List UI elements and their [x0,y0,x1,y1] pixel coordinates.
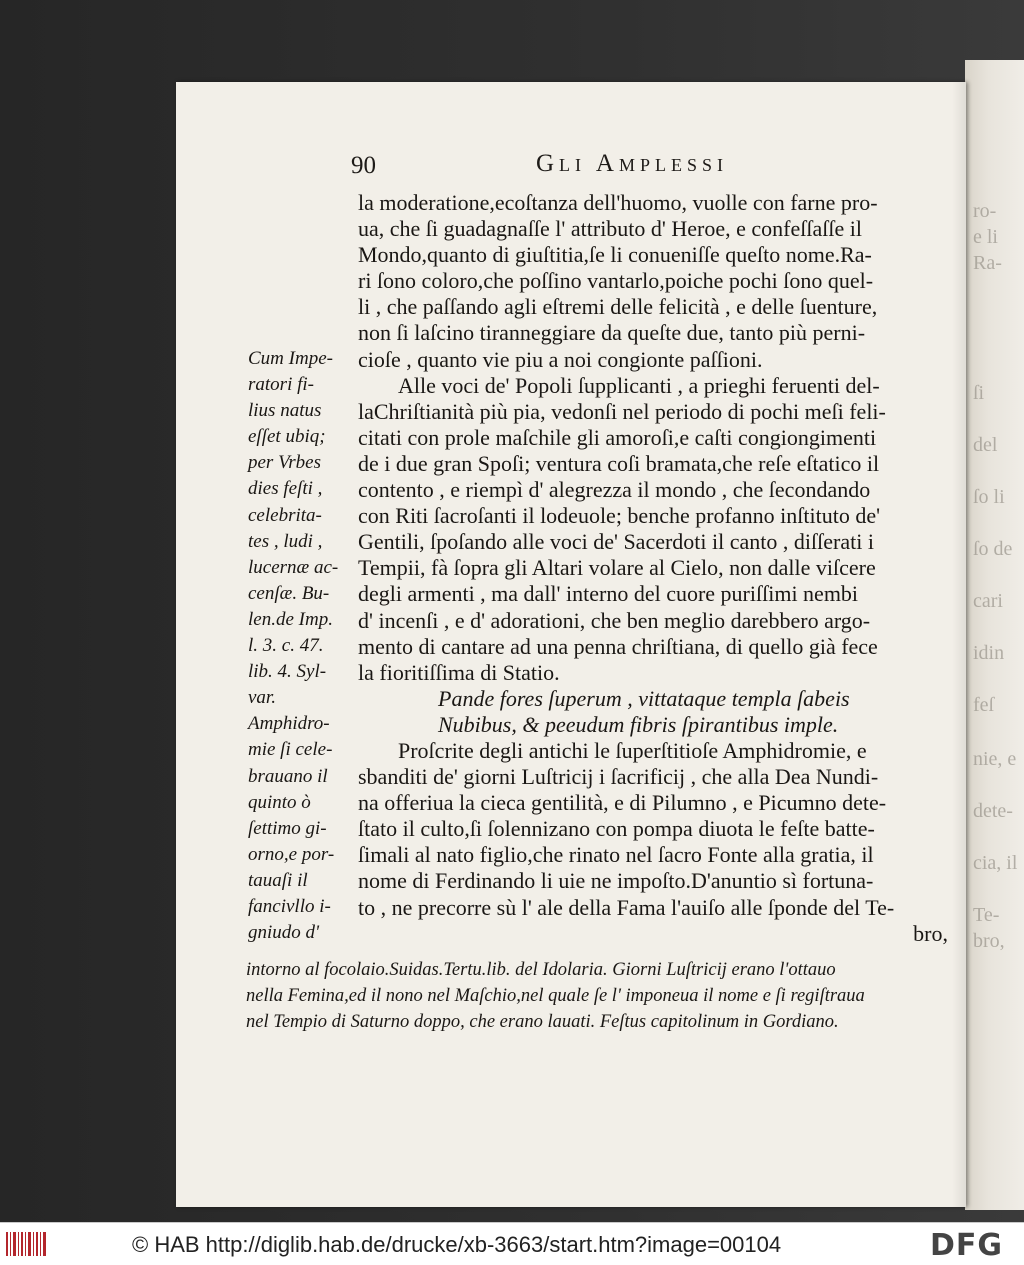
footer-bar [0,1222,1024,1265]
marginal-line: mie ſi cele- [248,739,333,761]
verse-line: Pande fores ſuperum , vittataque templa ſabeis [438,685,850,711]
marginal-notes [248,346,352,946]
dfg-logo: DFG [930,1228,1004,1263]
marginal-line: fancivllo i- [248,895,331,917]
body-line: ſtato il culto,ſi ſolennizano con pompa diuota le feſte batte- [358,816,875,842]
marginal-line: l. 3. c. 47. [248,635,324,657]
barcode-icon [6,1230,48,1258]
marginal-line: Cum Impe- [248,348,333,369]
verse-line: Nubibus, & peeudum fibris ſpirantibus imple. [438,711,839,737]
body-line: li , che paſſando agli eſtremi delle felicità , e delle ſuenture, [358,294,878,320]
page-number: 90 [351,152,376,179]
marginal-line: tes , ludi , [248,530,323,552]
marginal-line: quinto ò [248,791,311,813]
marginal-line: celebrita- [248,504,322,526]
adjacent-page-edge: ro- e li Ra- ſi del ſo li ſo de cari idin feſ nie, e dete- cia, il Te- bro, [965,60,1024,1210]
body-line: Mondo,quanto di giuſtitia,ſe li conueniſſe queſto nome.Ra- [358,242,872,268]
footnote [246,957,966,1035]
marginal-line: orno,e por- [248,843,335,865]
body-line: con Riti ſacroſanti il lodeuole; benche profanno inſtituto de' [358,503,881,529]
marginal-line: cenſæ. Bu- [248,582,330,604]
footer-credit-link[interactable]: © HAB http://diglib.hab.de/drucke/xb-3663/start.htm?image=00104 [132,1232,782,1257]
body-line: sbanditi de' giorni Luſtricij i ſacrificij , che alla Dea Nundi- [358,764,879,790]
body-line: de i due gran Spoſi; ventura coſi bramata,che reſe eſtatico il [358,450,880,476]
body-line: to , ne precorre sù l' ale della Fama l'auiſo alle ſponde del Te- [358,894,895,920]
marginal-line: per Vrbes [248,452,321,474]
marginal-line: len.de Imp. [248,608,333,630]
body-line: laChriſtianità più pia, vedonſi nel periodo di pochi meſi feli- [358,398,886,424]
footnote-line: nel Tempio di Saturno doppo, che erano lauati. Feſtus capitolinum in Gordiano. [246,1012,839,1032]
body-line: la fioritiſſima di Statio. [358,659,560,685]
body-line: contento , e riempì d' alegrezza il mondo , che ſecondando [358,477,871,503]
body-line: Alle voci de' Popoli ſupplicanti , a prieghi feruenti del- [398,372,880,398]
body-line: Proſcrite degli antichi le ſuperſtitioſe Amphidromie, e [398,737,867,763]
marginal-line: brauano il [248,765,328,787]
marginal-line: ſettimo gi- [248,817,327,839]
body-line: cioſe , quanto vie piu a noi congionte paſſioni. [358,346,763,372]
body-line: la moderatione,ecoſtanza dell'huomo, vuolle con farne pro- [358,190,878,215]
body-line: Gentili, ſpoſando alle voci de' Sacerdoti il canto , diſſerati i [358,529,874,555]
body-line: nome di Ferdinando li uie ne impoſto.D'anuntio sì fortuna- [358,868,874,894]
footnote-line: nella Femina,ed il nono nel Maſchio,nel quale ſe l' imponeua il nome e ſi regiſtraua [246,986,865,1006]
marginal-line: Amphidro- [248,713,330,735]
body-line: na offeriua la cieca gentilità, e di Pilumno , e Picumno dete- [358,790,887,816]
marginal-line: gniudo d' [248,922,320,944]
body-line: d' incenſi , e d' adorationi, che ben meglio darebbero argo- [358,607,871,633]
footnote-line: intorno al focolaio.Suidas.Tertu.lib. del Idolaria. Giorni Luſtricij erano l'ottauo [246,960,836,980]
running-head: Gli Amplessi [536,150,728,177]
marginal-line: var. [248,687,276,709]
marginal-line: ratori fi- [248,374,314,396]
body-line: ua, che ſi guadagnaſſe l' attributo d' Heroe, e confeſſaſſe il [358,216,862,242]
marginal-line: eſſet ubiq; [248,426,326,448]
body-line: citati con prole maſchile gli amoroſi,e caſti congiongimenti [358,424,877,450]
body-line: ſimali al nato figlio,che rinato nel ſacro Fonte alla gratia, il [358,842,874,868]
book-page [176,82,966,1207]
catchword-line: bro, [913,920,948,946]
marginal-line: tauaſi il [248,869,308,891]
body-line: mento di cantare ad una penna chriſtiana, di quello già fece [358,633,878,659]
marginal-line: lius natus [248,400,322,422]
body-text [358,190,948,947]
body-line: ri ſono coloro,che poſſino vantarlo,poiche pochi ſono quel- [358,268,874,294]
body-line: Tempii, fà ſopra gli Altari volare al Cielo, non dalle viſcere [358,555,876,581]
marginal-line: lib. 4. Syl- [248,661,327,683]
marginal-line: lucernæ ac- [248,556,339,578]
body-line: degli armenti , ma dall' interno del cuore puriſſimi nembi [358,581,859,607]
body-line: non ſi laſcino tiranneggiare da queſte due, tanto più perni- [358,320,866,346]
marginal-line: dies feſti , [248,478,323,500]
